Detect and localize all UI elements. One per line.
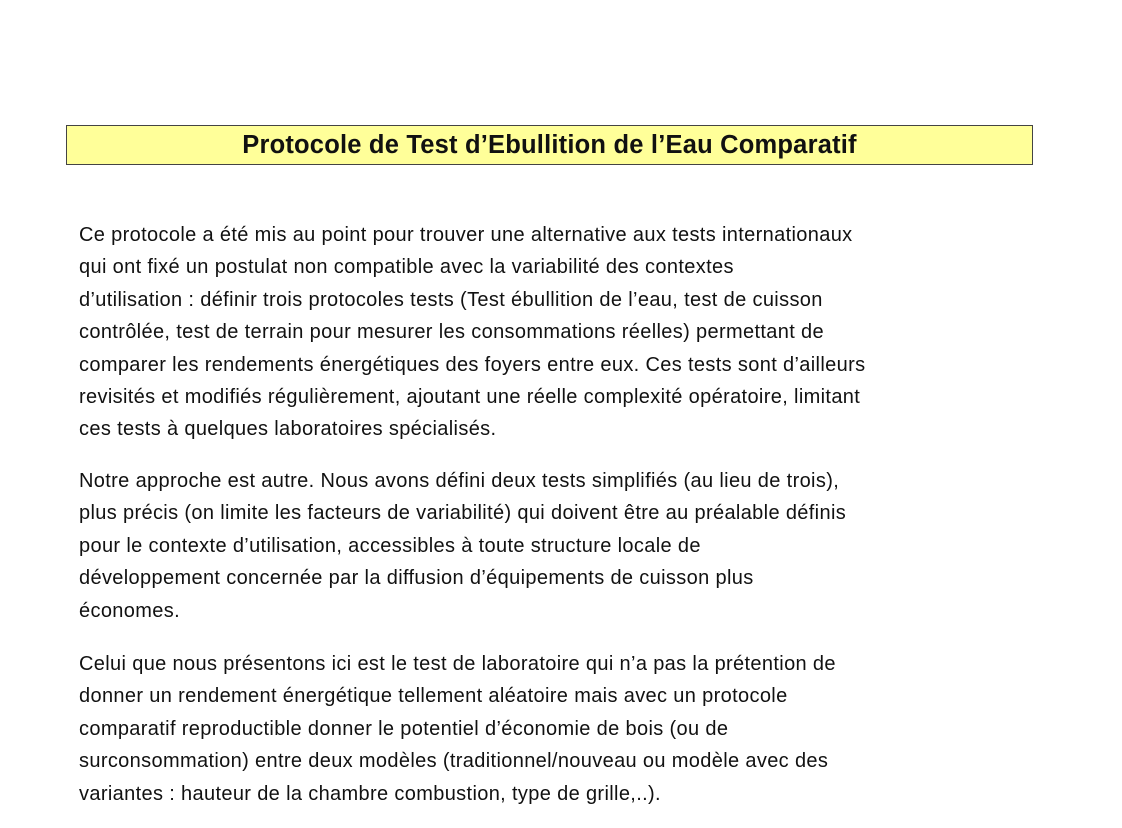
paragraph-line: développement concernée par la diffusion d’équipements de cuisson plus [79,567,754,590]
paragraph-line: Celui que nous présentons ici est le test de laboratoire qui n’a pas la prétention de [79,653,836,675]
paragraph-line: surconsommation) entre deux modèles (traditionnel/nouveau ou modèle avec des [79,750,829,773]
paragraph-line: variantes : hauteur de la chambre combustion, type de grille,..). [79,782,661,805]
paragraph-line: ces tests à quelques laboratoires spécialisés. [79,418,497,441]
paragraph-lab-test [79,648,1039,810]
paragraph-line: plus précis (on limite les facteurs de variabilité) qui doivent être au préalable définis [79,502,847,525]
paragraph-intro [79,219,1039,446]
paragraph-approach [79,465,1039,627]
paragraph-line: comparer les rendements énergétiques des foyers entre eux. Ces tests sont d’ailleurs [79,353,866,376]
page-title: Protocole de Test d’Ebullition de l’Eau Comparatif [242,130,857,159]
paragraph-line: qui ont fixé un postulat non compatible avec la variabilité des contextes [79,256,734,279]
paragraph-line: d’utilisation : définir trois protocoles tests (Test ébullition de l’eau, test de cuisson [79,288,823,311]
paragraph-line: revisités et modifiés régulièrement, ajoutant une réelle complexité opératoire, limitant [79,386,861,409]
paragraph-line: donner un rendement énergétique tellement aléatoire mais avec un protocole [79,685,788,708]
paragraph-line: pour le contexte d’utilisation, accessibles à toute structure locale de [79,534,701,557]
paragraph-line: comparatif reproductible donner le potentiel d’économie de bois (ou de [79,717,729,740]
paragraph-line: économes. [79,599,180,622]
title-banner [66,125,1033,165]
paragraph-line: Notre approche est autre. Nous avons défini deux tests simplifiés (au lieu de trois), [79,470,840,492]
paragraph-line: contrôlée, test de terrain pour mesurer les consommations réelles) permettant de [79,321,825,344]
paragraph-line: Ce protocole a été mis au point pour trouver une alternative aux tests internationaux [79,224,853,246]
